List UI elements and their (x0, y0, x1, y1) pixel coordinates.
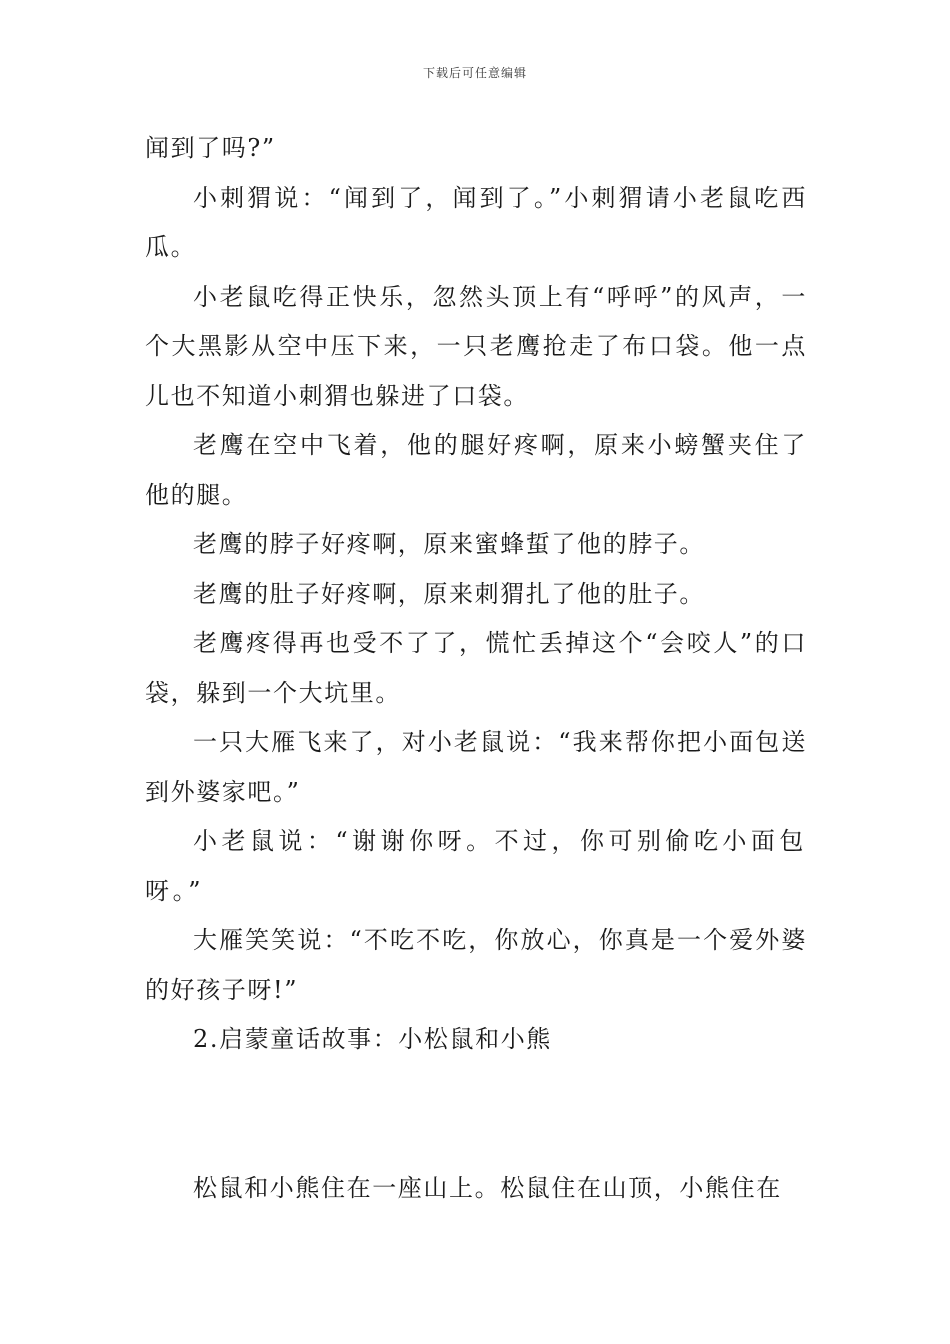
paragraph: 老鹰的脖子好疼啊，原来蜜蜂蜇了他的脖子。 (193, 530, 705, 558)
document-body (145, 124, 807, 1213)
paragraph: 大雁笑笑说：“不吃不吃，你放心，你真是一个爱外婆的好孩子呀!” (145, 926, 807, 1004)
paragraph: 老鹰在空中飞着，他的腿好疼啊，原来小螃蟹夹住了他的腿。 (145, 431, 807, 509)
paragraph: 一只大雁飞来了，对小老鼠说：“我来帮你把小面包送到外婆家吧。” (145, 728, 807, 806)
paragraph: 老鹰的肚子好疼啊，原来刺猬扎了他的肚子。 (193, 579, 705, 608)
paragraph: 老鹰疼得再也受不了了，慌忙丢掉这个“会咬人”的口袋，躲到一个大坑里。 (145, 629, 807, 707)
paragraph: 小老鼠说：“谢谢你呀。不过，你可别偷吃小面包呀。” (145, 827, 807, 905)
paragraph: 小老鼠吃得正快乐，忽然头顶上有“呼呼”的风声，一个大黑影从空中压下来，一只老鹰抢走了布口袋。他一点儿也不知道小刺猬也躲进了口袋。 (145, 282, 807, 410)
paragraph: 松鼠和小熊住在一座山上。松鼠住在山顶，小熊住在 (193, 1173, 782, 1202)
paragraph: 闻到了吗?” (145, 134, 276, 162)
paragraph: 小刺猬说：“闻到了，闻到了。”小刺猬请小老鼠吃西瓜。 (145, 183, 807, 261)
page-header: 下载后可任意编辑 (422, 66, 527, 80)
section-heading: 2.启蒙童话故事：小松鼠和小熊 (193, 1025, 552, 1053)
